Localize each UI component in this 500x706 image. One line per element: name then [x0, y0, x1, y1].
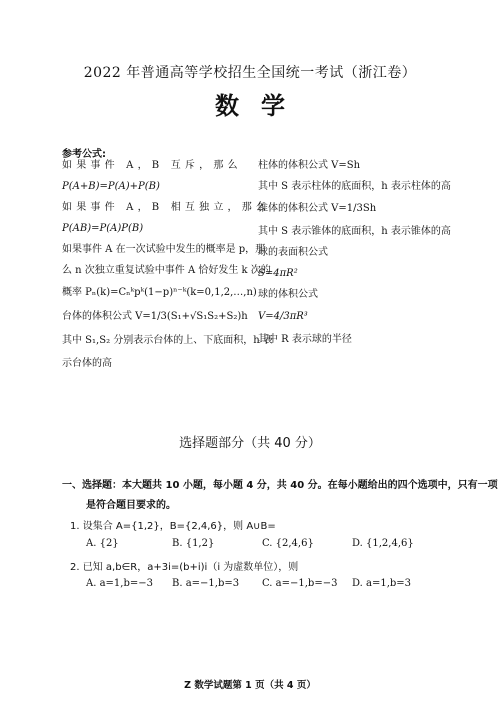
question-option: C. {2,4,6}: [262, 538, 314, 549]
reference-left-column: [62, 155, 273, 374]
formula-line: S=4πR²: [258, 268, 298, 279]
formula-line: 球的表面积公式: [258, 247, 328, 258]
question-stem: 1. 设集合 A={1,2}，B={2,4,6}，则 A∪B=: [70, 521, 276, 532]
formula-line: 如果事件 A，B 互斥，那么: [62, 160, 242, 171]
page-footer: Z 数学试题第 1 页（共 4 页）: [184, 680, 316, 691]
question-option: D. a=1,b=3: [352, 578, 412, 589]
question-stem: 2. 已知 a,b∈R，a+3i=(b+i)i（i 为虚数单位），则: [70, 562, 299, 573]
reference-right-column: [258, 155, 451, 350]
formula-line: 柱体的体积公式 V=Sh: [258, 160, 361, 171]
section-instruction: 一、选择题：本大题共 10 小题，每小题 4 分，共 40 分。在每小题给出的四个选项中，只有一项: [62, 480, 498, 491]
formula-line: 其中 R 表示球的半径: [258, 334, 352, 345]
question-option: C. a=−1,b=−3: [262, 578, 338, 589]
formula-line: P(AB)=P(A)P(B): [62, 223, 144, 234]
formula-line: 锥体的体积公式 V=1/3Sh: [258, 203, 377, 214]
formula-line: 如果事件 A 在一次试验中发生的概率是 p，那: [62, 244, 266, 255]
reference-heading: 参考公式:: [62, 149, 106, 160]
formula-line: 台体的体积公式 V=1/3(S₁+√S₁S₂+S₂)h: [62, 311, 248, 322]
formula-line: 概率 Pₙ(k)=Cₙᵏpᵏ(1−p)ⁿ⁻ᵏ(k=0,1,2,…,n): [62, 287, 257, 298]
question-option: A. {2}: [86, 538, 119, 549]
formula-line: 示台体的高: [62, 358, 112, 369]
question-option: B. {1,2}: [172, 538, 215, 549]
formula-line: 球的体积公式: [258, 289, 318, 300]
formula-line: V=4/3πR³: [258, 311, 308, 322]
formula-line: P(A+B)=P(A)+P(B): [62, 181, 160, 192]
exam-title: 2022 年普通高等学校招生全国统一考试（浙江卷）: [83, 65, 417, 81]
question-option: B. a=−1,b=3: [172, 578, 240, 589]
question-option: D. {1,2,4,6}: [352, 538, 414, 549]
formula-line: 其中 S 表示柱体的底面积，h 表示柱体的高: [258, 181, 451, 192]
formula-line: 如果事件 A，B 相互独立，那么: [62, 202, 271, 213]
formula-line: 其中 S 表示锥体的底面积，h 表示锥体的高: [258, 226, 451, 237]
subject-title: 数学: [215, 91, 307, 120]
section-heading: 选择题部分（共 40 分）: [179, 436, 321, 451]
formula-line: 其中 S₁,S₂ 分别表示台体的上、下底面积，h 表: [62, 335, 273, 346]
question-option: A. a=1,b=−3: [86, 578, 153, 589]
section-instruction: 是符合题目要求的。: [86, 500, 176, 511]
formula-line: 么 n 次独立重复试验中事件 A 恰好发生 k 次的: [62, 265, 271, 276]
